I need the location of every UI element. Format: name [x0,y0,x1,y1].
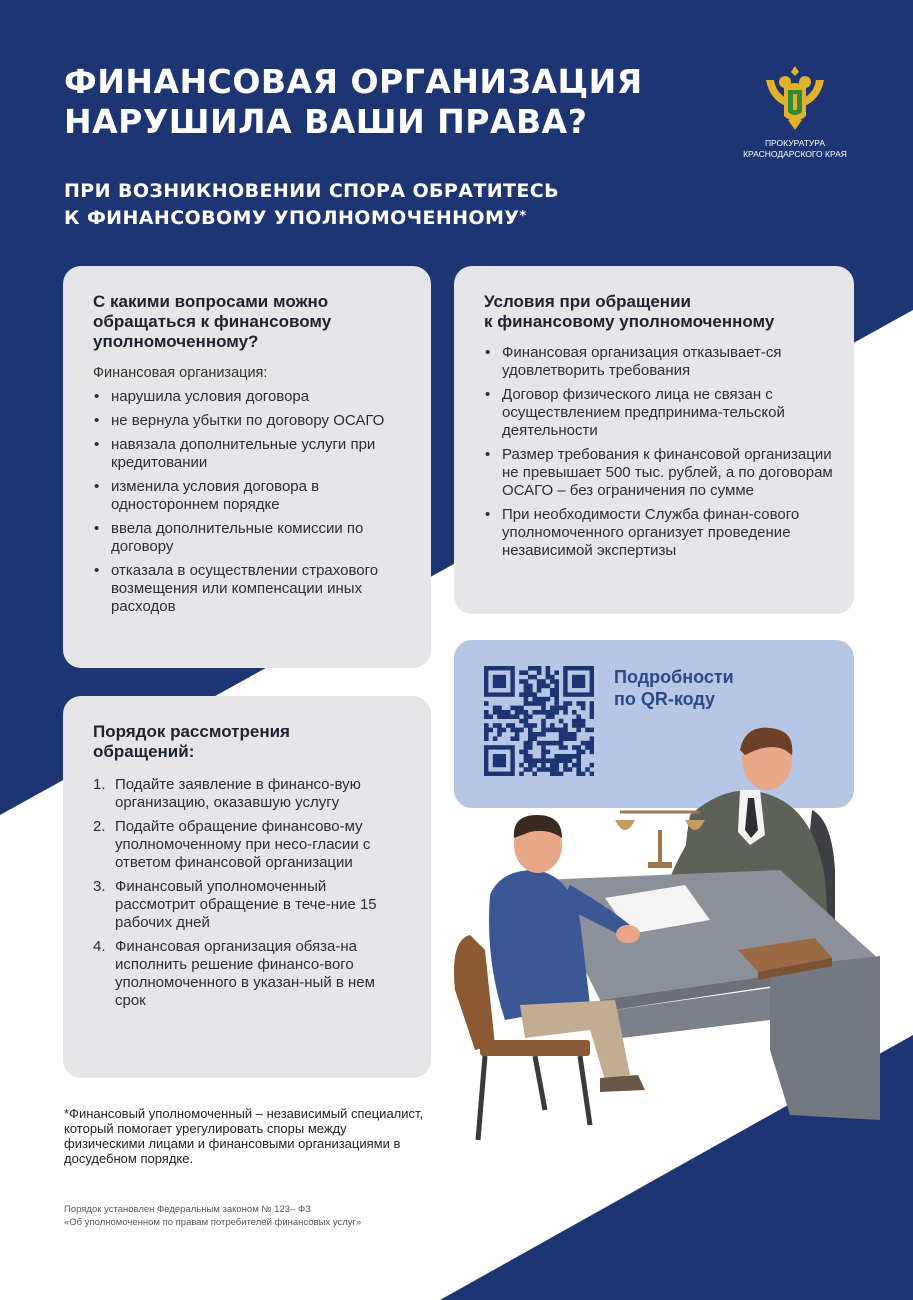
list-item: • изменила условия договора в одностороннем порядке [93,478,409,514]
conditions-title-line-2: к финансовому уполномоченному [484,312,775,331]
questions-card [63,266,431,668]
visitor-hand [616,925,640,943]
logo-caption [730,138,860,160]
list-item: • не вернула убытки по договору ОСАГО [93,412,409,430]
chair-leg [535,1056,545,1110]
conditions-title-line-1: Условия при обращении [484,292,691,311]
footnote-mark: * [519,209,527,224]
questions-title-line-2: обращаться к финансовому [93,312,332,331]
visitor-chair-back [454,935,495,1050]
list-item [93,818,409,872]
procedure-title-line-1: Порядок рассмотрения [93,722,290,741]
procedure-card [63,696,431,1078]
subtitle-line-1: ПРИ ВОЗНИКНОВЕНИИ СПОРА ОБРАТИТЕСЬ [64,180,559,202]
step-number: 1. [93,776,106,793]
consultation-illustration [440,720,880,1150]
list-item: • Размер требования к финансовой организации не превышает 500 тыс. рублей, а по договорам ОСАГО – без ограничения по сумме [484,446,834,500]
list-item [93,938,409,1010]
prosecutor-logo [730,60,860,160]
desk-cabinet [770,956,880,1120]
step-number: 2. [93,818,106,835]
questions-title [93,292,409,352]
list-item [93,776,409,812]
list-item: • ввела дополнительные комиссии по договору [93,520,409,556]
scales-stand [658,830,662,865]
list-item: • Финансовая организация отказывает-ся удовлетворить требования [484,344,834,380]
title-line-1: ФИНАНСОВАЯ ОРГАНИЗАЦИЯ [64,62,643,101]
questions-title-line-1: С какими вопросами можно [93,292,329,311]
list-item [93,878,409,932]
qr-label-line-2: по QR-коду [614,689,716,709]
subtitle-line-2-text: К ФИНАНСОВОМУ УПОЛНОМОЧЕННОМУ [64,207,520,229]
subtitle-line-2 [64,205,664,234]
step-number: 4. [93,938,106,955]
chair-leg [580,1056,590,1125]
list-item: • Договор физического лица не связан с осуществлением предпринима-тельской деятельности [484,386,834,440]
conditions-card [454,266,854,614]
visitor-shoe [600,1075,645,1092]
qr-label [614,666,784,710]
scales-base [648,862,672,868]
list-item: • При необходимости Служба финан-сового уполномоченного организует проведение независимой экспертизы [484,506,834,560]
conditions-title [484,292,834,332]
chair-leg [478,1056,485,1140]
footnote: *Финансовый уполномоченный – независимый специалист, который помогает урегулировать споры между физическими лицами и финансовыми организациями в досудебном порядке. [64,1106,424,1166]
list-item: • отказала в осуществлении страхового возмещения или компенсации иных расходов [93,562,409,616]
visitor-chair-seat [480,1040,590,1056]
list-item: • навязала дополнительные услуги при кредитовании [93,436,409,472]
step-text: Финансовая организация обяза-на исполнить решение финансо-вого уполномоченного в указан-ный в нем срок [115,938,375,1009]
procedure-title [93,722,409,762]
step-text: Подайте обращение финансово-му уполномоченному при несо-гласии с ответом финансовой организации [115,818,371,871]
step-number: 3. [93,878,106,895]
questions-lead: Финансовая организация: [93,365,268,381]
logo-caption-line-2: КРАСНОДАРСКОГО КРАЯ [743,149,847,159]
procedure-list [93,776,409,1010]
eagle-emblem-icon [760,60,830,132]
list-item: • нарушила условия договора [93,388,409,406]
qr-label-line-1: Подробности [614,667,734,687]
law-note-line-1: Порядок установлен Федеральным законом № 123– ФЗ [64,1204,311,1215]
questions-title-line-3: уполномоченному? [93,332,259,351]
step-text: Подайте заявление в финансо-вую организацию, оказавшую услугу [115,776,361,811]
logo-caption-line-1: ПРОКУРАТУРА [764,138,826,148]
law-note-line-2: «Об уполномоченном по правам потребителей финансовых услуг» [64,1217,362,1228]
procedure-title-line-2: обращений: [93,742,195,761]
questions-list [93,388,409,616]
poster-title [64,62,704,142]
title-line-2: НАРУШИЛА ВАШИ ПРАВА? [64,102,588,141]
poster-subtitle [64,178,664,234]
scales-left-pan [615,820,635,830]
law-note [64,1203,504,1229]
step-text: Финансовый уполномоченный рассмотрит обращение в тече-ние 15 рабочих дней [115,878,377,931]
conditions-list [484,344,834,560]
